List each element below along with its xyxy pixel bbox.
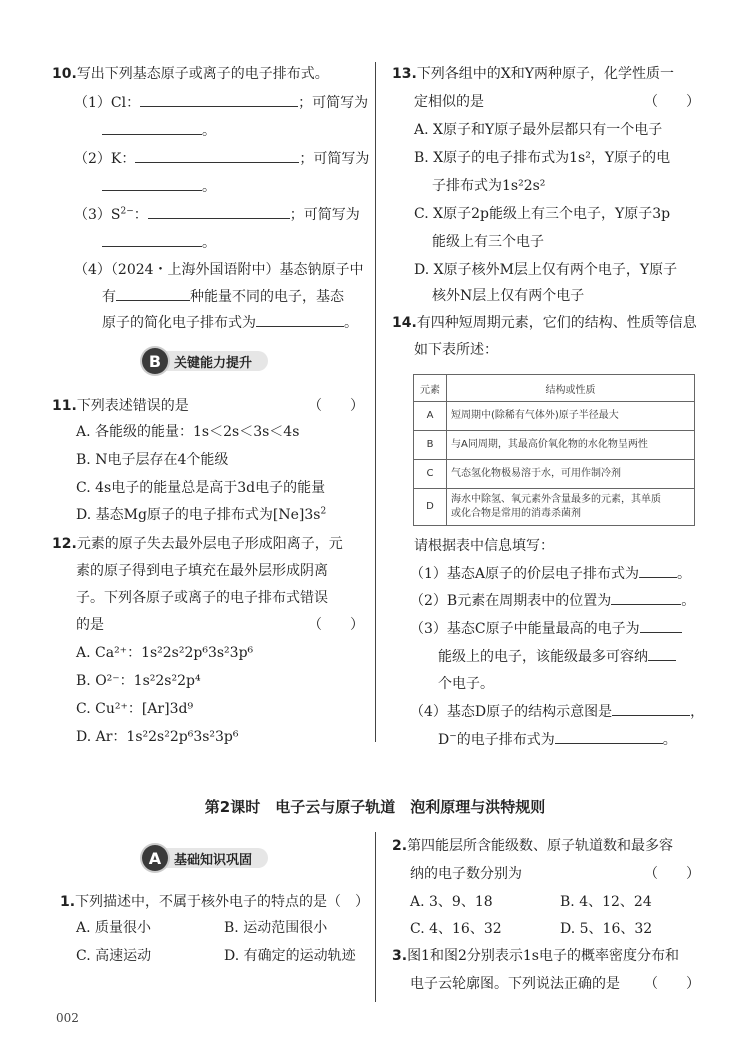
s2-paren: （ ） (644, 866, 700, 882)
q14-part1: （1）基态A原子的价层电子排布式为 。 (410, 563, 691, 584)
q13-option-a: A. X原子和Y原子最外层都只有一个电子 (414, 122, 663, 138)
q12-option-c: C. Cu²⁺：[Ar]3d⁹ (76, 701, 194, 717)
q14-line1: 14.有四种短周期元素，它们的结构、性质等信息 (392, 315, 697, 331)
q13-option-c1: C. X原子2p能级上有三个电子，Y原子3p (414, 206, 671, 222)
s2-option-a: A. 3、9、18 (410, 894, 493, 910)
q10-part1-cont: 。 (102, 120, 216, 141)
s3-line1: 3.图1和图2分别表示1s电子的概率密度分布和 (392, 948, 679, 964)
s1-option-b: B. 运动范围很小 (224, 920, 328, 936)
q11-option-a: A. 各能级的能量：1s＜2s＜3s＜4s (76, 424, 300, 440)
q13-line1: 13.下列各组中的X和Y两种原子，化学性质一 (392, 66, 675, 82)
table-header-property: 结构或性质 (447, 375, 695, 402)
section-badge-a (142, 845, 268, 871)
q10-part4-line3: 原子的简化电子排布式为 。 (102, 312, 358, 333)
q13-paren: （ ） (644, 94, 700, 110)
badge-a-letter: A (142, 845, 168, 871)
table-row (414, 402, 695, 431)
q14-prompt: 请根据表中信息填写： (414, 538, 554, 554)
table-row (414, 489, 695, 526)
table-header-row (414, 375, 695, 402)
table-cell-value: 气态氢化物极易溶于水，可用作制冷剂 (447, 460, 695, 489)
table-cell-key: D (414, 489, 447, 526)
q12-line1: 12.元素的原子失去最外层电子形成阳离子，元 (52, 536, 343, 552)
q12-line3: 子。下列各原子或离子的电子排布式错误 (76, 590, 328, 606)
q10-part2-cont: 。 (102, 176, 216, 197)
table-header-element: 元素 (414, 375, 447, 402)
q13-option-b2: 子排布式为1s²2s² (432, 178, 546, 194)
q11-paren: （ ） (308, 398, 364, 414)
table-cell-key: B (414, 431, 447, 460)
s3-line2: 电子云轮廓图。下列说法正确的是 (410, 976, 620, 992)
q12-line4: 的是 (76, 617, 104, 633)
s2-option-d: D. 5、16、32 (560, 921, 653, 937)
q10-part3: $(3)S^{2-}$： ；可简写为 (74, 204, 360, 225)
q14-part3-line2: 能级上的电子，该能级最多可容纳 (438, 646, 676, 667)
element-info-table (413, 374, 695, 526)
table-row (414, 460, 695, 489)
table-row (414, 431, 695, 460)
q10-part3-cont: 。 (102, 232, 216, 253)
q14-part3-line3: 个电子。 (438, 676, 494, 692)
table-cell-value: 与A同周期，其最高价氧化物的水化物呈两性 (447, 431, 695, 460)
q12-option-d: D. Ar：1s²2s²2p⁶3s²3p⁶ (76, 729, 239, 745)
column-divider-top (375, 62, 376, 742)
badge-b-label: 关键能力提升 (156, 351, 268, 371)
s3-paren: （ ） (644, 976, 700, 992)
table-cell-line: 或化合物是常用的消毒杀菌剂 (451, 508, 581, 519)
q13-option-b1: B. X原子的电子排布式为1s²，Y原子的电 (414, 150, 671, 166)
q13-option-c2: 能级上有三个电子 (432, 234, 544, 250)
q12-option-b: B. O²⁻：1s²2s²2p⁴ (76, 673, 201, 689)
s1-option-a: A. 质量很小 (76, 920, 152, 936)
q14-part3-line1: （3）基态C原子中能量最高的电子为 (410, 618, 682, 639)
q14-part2: （2）B元素在周期表中的位置为 。 (410, 590, 695, 611)
page-number: 002 (56, 1011, 79, 1025)
lesson-title: 第2课时 电子云与原子轨道 泡利原理与洪特规则 (204, 798, 546, 816)
badge-a-label: 基础知识巩固 (156, 848, 268, 868)
q11-option-d: D. 基态Mg原子的电子排布式为$[Ne]3s^2$ (76, 506, 327, 523)
s2-line2: 纳的电子数分别为 (410, 866, 522, 882)
s1-stem: 1.下列描述中，不属于核外电子的特点的是（ ） (60, 894, 370, 910)
q10-part1: （1）Cl： ；可简写为 (74, 92, 368, 113)
section-badge-b (142, 348, 268, 374)
column-divider-bottom (375, 832, 376, 1002)
q11-option-b: B. N电子层存在4个能级 (76, 452, 229, 468)
q11-option-c: C. 4s电子的能量总是高于3d电子的能量 (76, 480, 326, 496)
q13-option-d1: D. X原子核外M层上仅有两个电子，Y原子 (414, 262, 678, 278)
badge-b-letter: B (142, 348, 168, 374)
s2-option-b: B. 4、12、24 (560, 894, 652, 910)
s1-option-c: C. 高速运动 (76, 948, 152, 964)
q14-part4-line2: D−的电子排布式为 。 (438, 729, 677, 750)
q10-part2: （2）K： ；可简写为 (74, 148, 369, 169)
q13-option-d2: 核外N层上仅有两个电子 (432, 288, 585, 304)
q13-line2: 定相似的是 (414, 94, 484, 110)
q10-part4-line1: （4）（2024・上海外国语附中）基态钠原子中 (74, 262, 364, 278)
q12-paren: （ ） (308, 617, 364, 633)
q10-stem: 10.写出下列基态原子或离子的电子排布式。 (52, 66, 329, 82)
table-cell-line: 海水中除氢、氧元素外含量最多的元素，其单质 (451, 494, 661, 505)
q14-line2: 如下表所述： (414, 342, 498, 358)
q10-part4-line2: 有 种能量不同的电子，基态 (102, 286, 344, 307)
q12-line2: 素的原子得到电子填充在最外层形成阴离 (76, 563, 328, 579)
table-cell-value: 短周期中(除稀有气体外)原子半径最大 (447, 402, 695, 431)
table-cell-key: C (414, 460, 447, 489)
q12-option-a: A. Ca²⁺：1s²2s²2p⁶3s²3p⁶ (76, 645, 254, 661)
table-cell-value (447, 489, 695, 526)
s2-line1: 2.第四能层所含能级数、原子轨道数和最多容 (392, 838, 674, 854)
s1-option-d: D. 有确定的运动轨迹 (224, 948, 356, 964)
table-cell-key: A (414, 402, 447, 431)
q14-part4-line1: （4）基态D原子的结构示意图是 ， (410, 701, 704, 722)
s2-option-c: C. 4、16、32 (410, 921, 502, 937)
q11-stem: 11.下列表述错误的是 (52, 398, 189, 414)
